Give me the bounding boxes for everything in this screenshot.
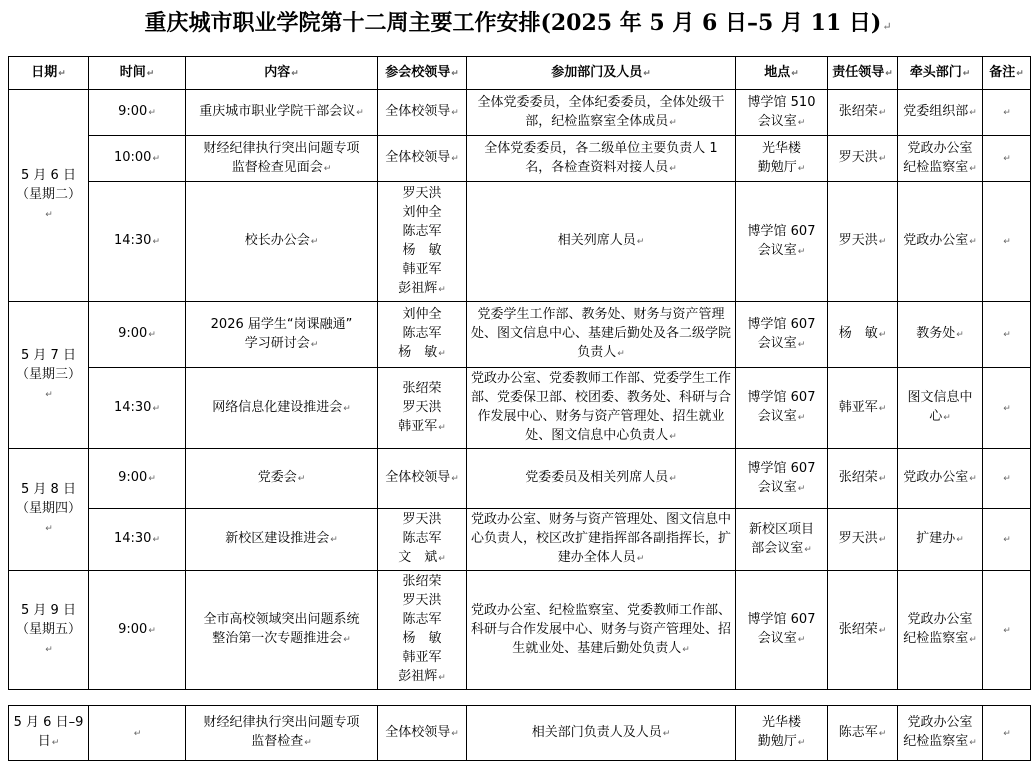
cell-content-line: 监督检查见面会↵ bbox=[231, 159, 332, 175]
cell-location-line: 博学馆 607 bbox=[747, 612, 816, 627]
cell-participants bbox=[467, 449, 736, 509]
cell-dept-line: 扩建办↵ bbox=[916, 531, 964, 546]
cell-location-line: 新校区项目 bbox=[748, 521, 814, 537]
cell-participants bbox=[467, 571, 736, 690]
cell-note-line bbox=[986, 529, 1027, 550]
cell-leaders-line: 陈志军 bbox=[402, 531, 442, 546]
cell-leaders-line: 罗天洪 bbox=[402, 512, 442, 527]
cell-dept-line: 图文信息中 bbox=[907, 390, 973, 405]
paragraph-mark: ↵ bbox=[438, 284, 446, 295]
paragraph-mark: ↵ bbox=[969, 163, 977, 174]
cell-leaders bbox=[378, 706, 467, 761]
cell-date-line: 5 月 6 日 bbox=[21, 168, 76, 183]
cell-leaders-line: 罗天洪 bbox=[402, 593, 442, 608]
cell-participants-line: 全体党委委员，全体纪委委员，全体处级干部，纪检监察室全体成员↵ bbox=[477, 94, 725, 129]
cell-responsible bbox=[828, 368, 898, 449]
cell-leaders-line: 韩亚军 bbox=[402, 650, 442, 665]
cell-date-line: 5 月 7 日 bbox=[21, 347, 76, 363]
cell-location bbox=[736, 706, 828, 761]
cell-content bbox=[186, 706, 378, 761]
cell-note bbox=[983, 368, 1031, 449]
paragraph-mark: ↵ bbox=[451, 154, 459, 164]
cell-date-line: （星期三）↵ bbox=[15, 366, 81, 400]
cell-content-line: 全市高校领域突出问题系统 bbox=[203, 612, 360, 627]
cell-responsible bbox=[828, 706, 898, 761]
paragraph-mark: ↵ bbox=[969, 474, 977, 484]
cell-leaders bbox=[378, 571, 467, 690]
paragraph-mark: ↵ bbox=[148, 474, 156, 484]
paragraph-mark: ↵ bbox=[451, 474, 459, 484]
cell-location-line: 会议室↵ bbox=[757, 113, 806, 129]
paragraph-mark: ↵ bbox=[356, 108, 364, 118]
cell-content-line: 整治第一次专题推进会↵ bbox=[212, 631, 351, 646]
paragraph-mark: ↵ bbox=[1003, 535, 1011, 545]
cell-leaders-line: 全体校领导↵ bbox=[385, 150, 459, 165]
cell-dept-line: 纪检监察室↵ bbox=[903, 631, 977, 646]
cell-participants bbox=[467, 182, 736, 302]
paragraph-mark: ↵ bbox=[343, 403, 351, 414]
paragraph-mark: ↵ bbox=[797, 635, 806, 645]
cell-leaders bbox=[378, 368, 467, 449]
cell-date bbox=[9, 706, 89, 761]
cell-leaders-line: 韩亚军↵ bbox=[398, 418, 446, 434]
cell-leaders-line: 陈志军 bbox=[402, 223, 442, 239]
paragraph-mark: ↵ bbox=[330, 535, 338, 545]
header-responsible: 责任领导↵ bbox=[828, 57, 898, 90]
cell-time bbox=[89, 509, 186, 571]
paragraph-mark: ↵ bbox=[969, 108, 977, 118]
extra-table bbox=[8, 705, 1031, 761]
cell-content-line: 财经纪律执行突出问题专项 bbox=[203, 140, 360, 156]
cell-dept-line: 党委组织部↵ bbox=[903, 104, 977, 119]
cell-note-line bbox=[986, 231, 1027, 252]
cell-location-line: 会议室↵ bbox=[757, 479, 806, 495]
paragraph-mark: ↵ bbox=[878, 330, 887, 340]
cell-date-line: 5 月 6 日–9 bbox=[13, 715, 84, 730]
cell-dept-line: 纪检监察室↵ bbox=[903, 159, 977, 175]
paragraph-mark: ↵ bbox=[1003, 108, 1011, 118]
cell-dept bbox=[898, 182, 983, 302]
cell-content bbox=[186, 509, 378, 571]
table-row bbox=[9, 90, 1031, 136]
cell-leaders-line: 刘仲全 bbox=[402, 204, 442, 220]
cell-content-line: 监督检查↵ bbox=[251, 734, 312, 749]
header-content: 内容↵ bbox=[186, 57, 378, 90]
paragraph-mark: ↵ bbox=[152, 535, 160, 545]
cell-location-line: 会议室↵ bbox=[757, 409, 806, 424]
paragraph-mark: ↵ bbox=[682, 644, 690, 655]
cell-location-line: 博学馆 510 bbox=[747, 94, 816, 110]
cell-time bbox=[89, 571, 186, 690]
table-row bbox=[9, 368, 1031, 449]
paragraph-mark: ↵ bbox=[45, 524, 53, 534]
cell-leaders bbox=[378, 509, 467, 571]
cell-leaders bbox=[378, 136, 467, 182]
table-row bbox=[9, 509, 1031, 571]
cell-leaders-line: 罗天洪 bbox=[402, 399, 442, 415]
cell-note-line bbox=[986, 723, 1027, 744]
cell-dept-line: 党政办公室 bbox=[907, 612, 973, 627]
cell-leaders bbox=[378, 302, 467, 368]
paragraph-mark: ↵ bbox=[878, 237, 887, 247]
cell-participants-line: 全体党委委员，各二级单位主要负责人 1 名，各检查资料对接人员↵ bbox=[484, 140, 718, 175]
cell-leaders-line: 全体校领导↵ bbox=[385, 724, 459, 740]
paragraph-mark: ↵ bbox=[797, 339, 806, 350]
table-row bbox=[9, 182, 1031, 302]
cell-time bbox=[89, 90, 186, 136]
cell-location-line: 光华楼 bbox=[761, 140, 801, 156]
paragraph-mark: ↵ bbox=[956, 535, 964, 545]
header-row bbox=[9, 57, 1031, 90]
cell-content bbox=[186, 449, 378, 509]
cell-note bbox=[983, 509, 1031, 571]
cell-location bbox=[736, 449, 828, 509]
cell-note bbox=[983, 571, 1031, 690]
cell-participants-line: 党政办公室、党委教师工作部、党委学生工作部、党委保卫部、校团委、教务处、科研与合作发展中心、财务与资产管理处、招生就业处、图文信息中心负责人↵ bbox=[470, 371, 731, 443]
cell-note bbox=[983, 706, 1031, 761]
paragraph-mark: ↵ bbox=[669, 432, 677, 442]
cell-dept-line: 党政办公室↵ bbox=[903, 470, 977, 485]
cell-responsible-line: 杨 敏↵ bbox=[838, 326, 887, 341]
cell-leaders-line: 文 斌↵ bbox=[398, 550, 446, 565]
cell-content-line: 新校区建设推进会↵ bbox=[225, 531, 338, 546]
cell-leaders-line: 陈志军 bbox=[402, 326, 442, 341]
cell-leaders bbox=[378, 182, 467, 302]
cell-content bbox=[186, 368, 378, 449]
paragraph-mark: ↵ bbox=[152, 154, 160, 164]
schedule-table bbox=[8, 56, 1031, 690]
cell-dept-line: 党政办公室 bbox=[907, 140, 973, 156]
cell-responsible-line: 罗天洪↵ bbox=[838, 233, 887, 248]
cell-date-line: 5 月 8 日 bbox=[21, 482, 76, 497]
paragraph-mark: ↵ bbox=[878, 728, 887, 739]
paragraph-mark: ↵ bbox=[804, 544, 812, 555]
cell-content bbox=[186, 90, 378, 136]
paragraph-mark: ↵ bbox=[148, 330, 156, 340]
cell-time bbox=[89, 368, 186, 449]
table-row bbox=[9, 706, 1031, 761]
cell-note-line bbox=[986, 468, 1027, 489]
paragraph-mark: ↵ bbox=[878, 625, 887, 636]
cell-date-line: （星期五）↵ bbox=[15, 621, 81, 655]
paragraph-mark: ↵ bbox=[133, 728, 142, 739]
paragraph-mark: ↵ bbox=[438, 554, 446, 564]
cell-location-line: 博学馆 607 bbox=[747, 223, 816, 239]
cell-date bbox=[9, 571, 89, 690]
cell-location-line: 勤勉厅↵ bbox=[757, 159, 806, 175]
table-row bbox=[9, 302, 1031, 368]
paragraph-mark: ↵ bbox=[343, 635, 351, 645]
cell-participants-line: 相关部门负责人及人员↵ bbox=[531, 724, 671, 740]
paragraph-mark: ↵ bbox=[617, 349, 625, 359]
cell-time bbox=[89, 449, 186, 509]
cell-time-line: 9:00↵ bbox=[118, 621, 156, 637]
cell-leaders-line: 彭祖辉↵ bbox=[398, 669, 446, 684]
cell-date bbox=[9, 302, 89, 449]
paragraph-mark: ↵ bbox=[797, 117, 806, 128]
paragraph-mark: ↵ bbox=[438, 349, 446, 359]
cell-responsible bbox=[828, 449, 898, 509]
paragraph-mark: ↵ bbox=[797, 483, 806, 494]
cell-location bbox=[736, 368, 828, 449]
cell-responsible bbox=[828, 571, 898, 690]
cell-responsible-line: 韩亚军↵ bbox=[838, 399, 887, 415]
paragraph-mark: ↵ bbox=[797, 246, 806, 257]
paragraph-mark: ↵ bbox=[943, 413, 951, 423]
table-row bbox=[9, 571, 1031, 690]
cell-location-line: 博学馆 607 bbox=[747, 390, 816, 405]
paragraph-mark: ↵ bbox=[1003, 154, 1011, 164]
cell-time-line: 14:30↵ bbox=[113, 531, 160, 546]
cell-location bbox=[736, 90, 828, 136]
cell-leaders-line: 杨 敏 bbox=[402, 631, 442, 646]
cell-note bbox=[983, 182, 1031, 302]
header-dept: 牵头部门↵ bbox=[898, 57, 983, 90]
cell-responsible bbox=[828, 136, 898, 182]
cell-time-line: 9:00↵ bbox=[118, 470, 156, 485]
paragraph-mark: ↵ bbox=[304, 738, 312, 748]
paragraph-mark: ↵ bbox=[451, 728, 459, 739]
cell-date-line: （星期二）↵ bbox=[15, 187, 81, 220]
cell-location-line: 会议室↵ bbox=[757, 335, 806, 351]
cell-leaders-line: 陈志军 bbox=[402, 612, 442, 627]
cell-leaders-line: 杨 敏↵ bbox=[398, 345, 446, 360]
cell-responsible bbox=[828, 90, 898, 136]
cell-location-line: 部会议室↵ bbox=[751, 540, 812, 556]
paragraph-mark: ↵ bbox=[310, 339, 319, 350]
paragraph-mark: ↵ bbox=[45, 644, 53, 655]
cell-leaders-line: 张绍荣 bbox=[402, 380, 442, 396]
paragraph-mark: ↵ bbox=[669, 117, 677, 128]
cell-leaders bbox=[378, 90, 467, 136]
cell-note bbox=[983, 302, 1031, 368]
cell-participants bbox=[467, 368, 736, 449]
cell-participants-line: 党委委员及相关列席人员↵ bbox=[525, 470, 677, 485]
header-participants: 参加部门及人员↵ bbox=[467, 57, 736, 90]
paragraph-mark: ↵ bbox=[1003, 474, 1011, 484]
cell-content-line: 网络信息化建设推进会↵ bbox=[212, 399, 351, 415]
paragraph-mark: ↵ bbox=[969, 635, 977, 645]
paragraph-mark: ↵ bbox=[152, 403, 160, 414]
cell-content-line: 重庆城市职业学院干部会议↵ bbox=[199, 104, 364, 119]
header-leaders: 参会校领导↵ bbox=[378, 57, 467, 90]
cell-responsible bbox=[828, 302, 898, 368]
cell-leaders-line: 张绍荣 bbox=[402, 574, 442, 589]
paragraph-mark: ↵ bbox=[1003, 728, 1011, 739]
cell-leaders bbox=[378, 449, 467, 509]
cell-content bbox=[186, 571, 378, 690]
cell-note-line bbox=[986, 324, 1027, 345]
paragraph-mark: ↵ bbox=[662, 728, 671, 739]
cell-content bbox=[186, 302, 378, 368]
header-date: 日期↵ bbox=[9, 57, 89, 90]
paragraph-mark: ↵ bbox=[797, 738, 806, 748]
cell-leaders-line: 刘仲全 bbox=[402, 307, 442, 322]
cell-time-line bbox=[92, 723, 182, 744]
cell-responsible bbox=[828, 182, 898, 302]
cell-time bbox=[89, 706, 186, 761]
paragraph-mark: ↵ bbox=[297, 474, 306, 484]
cell-date bbox=[9, 449, 89, 571]
table-row bbox=[9, 136, 1031, 182]
paragraph-mark: ↵ bbox=[878, 108, 887, 118]
cell-time bbox=[89, 182, 186, 302]
cell-participants-line: 党委学生工作部、教务处、财务与资产管理处、图文信息中心、基建后勤处及各二级学院负责人↵ bbox=[470, 307, 731, 360]
cell-time-line: 14:30↵ bbox=[113, 399, 160, 415]
cell-responsible-line: 陈志军↵ bbox=[838, 724, 887, 740]
cell-responsible-line: 罗天洪↵ bbox=[838, 531, 887, 546]
cell-location-line: 勤勉厅↵ bbox=[757, 734, 806, 749]
paragraph-mark: ↵ bbox=[1003, 625, 1011, 636]
cell-time-line: 10:00↵ bbox=[113, 150, 160, 165]
cell-dept-line: 党政办公室↵ bbox=[903, 233, 977, 248]
cell-dept-line: 纪检监察室↵ bbox=[903, 734, 977, 749]
cell-responsible-line: 张绍荣↵ bbox=[838, 104, 887, 119]
cell-dept-line: 心↵ bbox=[929, 409, 951, 424]
paragraph-mark: ↵ bbox=[438, 673, 446, 683]
paragraph-mark: ↵ bbox=[797, 163, 806, 174]
cell-time-line: 14:30↵ bbox=[113, 233, 160, 248]
cell-participants-line: 相关列席人员↵ bbox=[557, 233, 645, 248]
cell-content-line: 财经纪律执行突出问题专项 bbox=[203, 715, 360, 730]
cell-location bbox=[736, 302, 828, 368]
paragraph-mark: ↵ bbox=[148, 108, 156, 118]
cell-note-line bbox=[986, 620, 1027, 641]
paragraph-mark: ↵ bbox=[956, 330, 964, 340]
cell-location-line: 博学馆 607 bbox=[747, 316, 816, 332]
cell-location bbox=[736, 182, 828, 302]
cell-dept bbox=[898, 302, 983, 368]
cell-date bbox=[9, 90, 89, 302]
cell-content bbox=[186, 182, 378, 302]
cell-note bbox=[983, 90, 1031, 136]
cell-content-line: 党委会↵ bbox=[257, 470, 306, 485]
paragraph-mark: ↵ bbox=[451, 108, 459, 118]
paragraph-mark: ↵ bbox=[1003, 237, 1011, 247]
paragraph-mark: ↵ bbox=[438, 422, 446, 433]
cell-participants bbox=[467, 706, 736, 761]
paragraph-mark: ↵ bbox=[878, 474, 887, 484]
cell-note bbox=[983, 136, 1031, 182]
cell-dept bbox=[898, 368, 983, 449]
paragraph-mark: ↵ bbox=[878, 535, 887, 545]
cell-responsible bbox=[828, 509, 898, 571]
cell-participants bbox=[467, 509, 736, 571]
cell-location-line: 会议室↵ bbox=[757, 631, 806, 646]
paragraph-mark: ↵ bbox=[797, 413, 806, 423]
cell-content-line: 校长办公会↵ bbox=[244, 233, 319, 248]
cell-responsible-line: 张绍荣↵ bbox=[838, 621, 887, 637]
paragraph-mark: ↵ bbox=[878, 403, 887, 414]
cell-time-line: 9:00↵ bbox=[118, 326, 156, 341]
table-row bbox=[9, 449, 1031, 509]
cell-dept bbox=[898, 449, 983, 509]
page-title: 重庆城市职业学院第十二周主要工作安排(2025 年 5 月 6 日–5 月 11 日)↵ bbox=[144, 10, 892, 36]
cell-participants bbox=[467, 302, 736, 368]
paragraph-mark: ↵ bbox=[636, 237, 645, 247]
cell-note bbox=[983, 449, 1031, 509]
paragraph-mark: ↵ bbox=[310, 237, 319, 247]
cell-note-line bbox=[986, 102, 1027, 123]
paragraph-mark: ↵ bbox=[969, 237, 977, 247]
paragraph-mark: ↵ bbox=[669, 474, 677, 484]
cell-responsible-line: 张绍荣↵ bbox=[838, 470, 887, 485]
cell-content-line: 2026 届学生“岗课融通” bbox=[210, 316, 353, 332]
header-location: 地点↵ bbox=[736, 57, 828, 90]
cell-note-line bbox=[986, 148, 1027, 169]
cell-dept bbox=[898, 509, 983, 571]
cell-participants bbox=[467, 90, 736, 136]
cell-content bbox=[186, 136, 378, 182]
cell-location bbox=[736, 571, 828, 690]
paragraph-mark: ↵ bbox=[51, 738, 60, 748]
paragraph-mark: ↵ bbox=[669, 163, 677, 174]
cell-leaders-line: 全体校领导↵ bbox=[385, 104, 459, 119]
cell-dept bbox=[898, 571, 983, 690]
cell-time bbox=[89, 136, 186, 182]
cell-dept-line: 教务处↵ bbox=[916, 326, 964, 341]
cell-time bbox=[89, 302, 186, 368]
cell-content-line: 学习研讨会↵ bbox=[244, 335, 319, 351]
cell-leaders-line: 全体校领导↵ bbox=[385, 470, 459, 485]
cell-location bbox=[736, 509, 828, 571]
paragraph-mark: ↵ bbox=[45, 210, 53, 220]
cell-date-line: 5 月 9 日 bbox=[21, 602, 76, 618]
cell-leaders-line: 韩亚军 bbox=[402, 261, 442, 277]
cell-leaders-line: 杨 敏 bbox=[402, 242, 442, 258]
header-time: 时间↵ bbox=[89, 57, 186, 90]
cell-leaders-line: 罗天洪 bbox=[402, 185, 442, 201]
paragraph-mark: ↵ bbox=[1003, 403, 1011, 414]
cell-location-line: 会议室↵ bbox=[757, 242, 806, 258]
cell-dept bbox=[898, 136, 983, 182]
paragraph-mark: ↵ bbox=[323, 163, 332, 174]
cell-leaders-line: 彭祖辉↵ bbox=[398, 280, 446, 296]
paragraph-mark: ↵ bbox=[148, 625, 156, 636]
cell-responsible-line: 罗天洪↵ bbox=[838, 150, 887, 165]
paragraph-mark: ↵ bbox=[878, 154, 887, 164]
cell-participants-line: 党政办公室、财务与资产管理处、图文信息中心负责人，校区改扩建指挥部各副指挥长，扩建办全体人员↵ bbox=[470, 512, 731, 565]
cell-location-line: 博学馆 607 bbox=[747, 460, 816, 476]
cell-date-line: （星期四）↵ bbox=[15, 501, 81, 534]
cell-dept-line: 党政办公室 bbox=[907, 715, 973, 730]
paragraph-mark: ↵ bbox=[969, 738, 977, 748]
cell-location bbox=[736, 136, 828, 182]
cell-dept bbox=[898, 706, 983, 761]
paragraph-mark: ↵ bbox=[45, 389, 53, 400]
cell-date-line: 日↵ bbox=[37, 734, 60, 749]
cell-location-line: 光华楼 bbox=[761, 715, 801, 730]
cell-participants bbox=[467, 136, 736, 182]
cell-participants-line: 党政办公室、纪检监察室、党委教师工作部、科研与合作发展中心、财务与资产管理处、招生就业处、基建后勤处负责人↵ bbox=[470, 602, 731, 656]
cell-time-line: 9:00↵ bbox=[118, 104, 156, 119]
paragraph-mark: ↵ bbox=[1003, 330, 1011, 340]
cell-note-line bbox=[986, 398, 1027, 419]
paragraph-mark: ↵ bbox=[152, 237, 160, 247]
cell-dept bbox=[898, 90, 983, 136]
header-note: 备注↵ bbox=[983, 57, 1031, 90]
paragraph-mark: ↵ bbox=[636, 554, 645, 564]
